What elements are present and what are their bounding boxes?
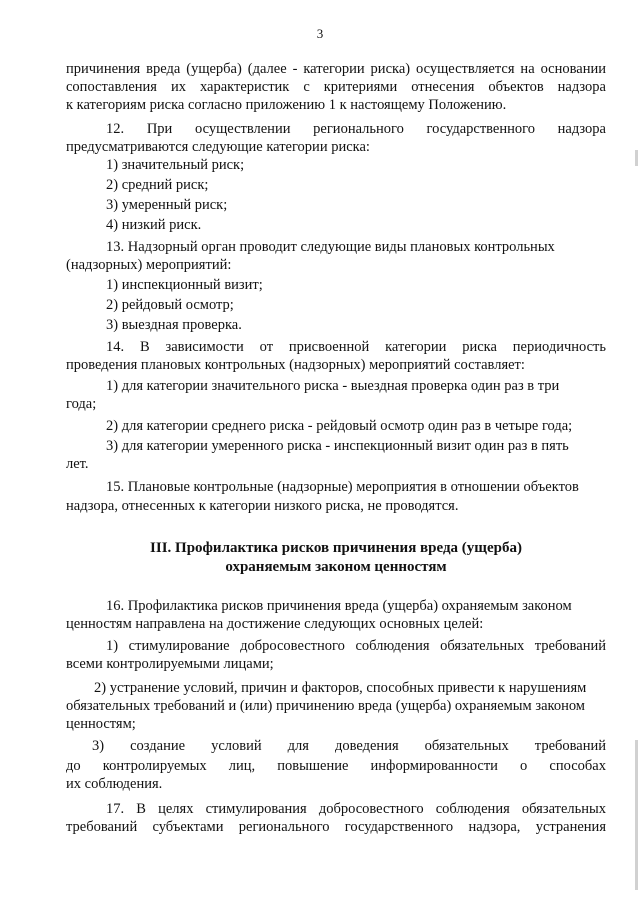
scan-edge-mark [635,150,638,166]
text-line: требований субъектами регионального государственного надзора, устранения [66,819,606,835]
text-line: предусматриваются следующие категории риска: [66,139,370,155]
scan-edge-mark [635,740,638,890]
text-line: 16. Профилактика рисков причинения вреда (ущерба) охраняемым законом [106,598,572,614]
text-line: года; [66,396,97,412]
text-line: (надзорных) мероприятий: [66,257,232,273]
list-item: 2) для категории среднего риска - рейдовый осмотр один раз в четыре года; [106,418,573,434]
text-line: сопоставления их характеристик с критериями отнесения объектов надзора [66,79,606,95]
text-line: 14. В зависимости от присвоенной категории риска периодичность [106,339,606,355]
text-line: их соблюдения. [66,776,163,792]
text-line: всеми контролируемыми лицами; [66,656,274,672]
list-item: 1) инспекционный визит; [106,277,263,293]
text-line: ценностям направлена на достижение следующих основных целей: [66,616,484,632]
list-item: 1) стимулирование добросовестного соблюдения обязательных требований [106,638,606,654]
text-line: обязательных требований и (или) причинению вреда (ущерба) охраняемым законом [66,698,585,714]
text-line: лет. [66,456,89,472]
text-line: проведения плановых контрольных (надзорных) мероприятий составляет: [66,357,525,373]
list-item: 1) для категории значительного риска - выездная проверка один раз в три [106,378,560,394]
section-heading: охраняемым законом ценностям [225,559,447,575]
text-line: к категориям риска согласно приложению 1 к настоящему Положению. [66,97,507,113]
section-heading: III. Профилактика рисков причинения вреда (ущерба) [150,540,522,556]
text-line: 15. Плановые контрольные (надзорные) мероприятия в отношении объектов [106,479,579,495]
text-line: 12. При осуществлении регионального государственного надзора [106,121,606,137]
list-item: 3) создание условий для доведения обязательных требований [92,738,606,754]
list-item: 1) значительный риск; [106,157,245,173]
text-line: причинения вреда (ущерба) (далее - категории риска) осуществляется на основании [66,61,606,77]
text-line: до контролируемых лиц, повышение информированности о способах [66,758,606,774]
list-item: 3) выездная проверка. [106,317,242,333]
list-item: 2) устранение условий, причин и факторов, способных привести к нарушениям [94,680,587,696]
text-line: 13. Надзорный орган проводит следующие виды плановых контрольных [106,239,555,255]
list-item: 2) средний риск; [106,177,209,193]
list-item: 3) умеренный риск; [106,197,228,213]
list-item: 3) для категории умеренного риска - инспекционный визит один раз в пять [106,438,569,454]
text-line: 17. В целях стимулирования добросовестного соблюдения обязательных [106,801,606,817]
text-line: надзора, отнесенных к категории низкого риска, не проводятся. [66,498,459,514]
text-line: ценностям; [66,716,136,732]
list-item: 4) низкий риск. [106,217,202,233]
list-item: 2) рейдовый осмотр; [106,297,234,313]
page-number: 3 [316,26,324,41]
